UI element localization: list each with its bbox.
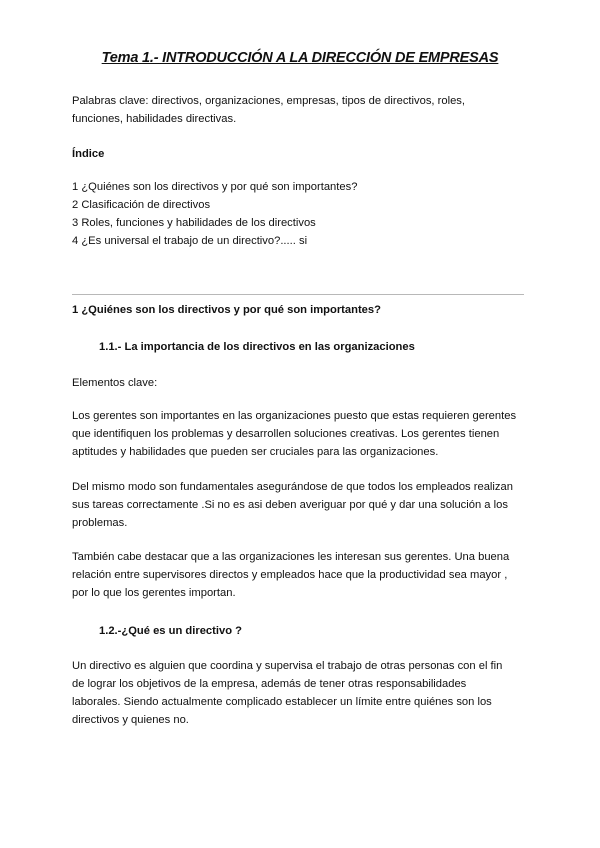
- paragraph-line: que identifiquen los problemas y desarrollen soluciones creativas. Los gerentes tienen: [72, 428, 500, 440]
- paragraph-line: Un directivo es alguien que coordina y supervisa el trabajo de otras personas con el fin: [72, 660, 503, 672]
- index-item: 2 Clasificación de directivos: [72, 199, 211, 211]
- paragraph-line: laborales. Siendo actualmente complicado establecer un límite entre quiénes son los: [72, 696, 492, 708]
- paragraph-line: sus tareas correctamente .Si no es asi deben averiguar por qué y dar una solución a los: [72, 499, 508, 511]
- paragraph-line: por lo que los gerentes importan.: [72, 587, 236, 599]
- paragraph-line: problemas.: [72, 517, 128, 529]
- keywords-paragraph: [72, 92, 542, 128]
- paragraph-4: [72, 657, 542, 729]
- subsection-1-1-heading: 1.1.- La importancia de los directivos en las organizaciones: [99, 341, 415, 353]
- index-item: 4 ¿Es universal el trabajo de un directivo?..... si: [72, 235, 308, 247]
- paragraph-line: de lograr los objetivos de la empresa, además de tener otras responsabilidades: [72, 678, 467, 690]
- paragraph-line: Del mismo modo son fundamentales asegurándose de que todos los empleados realizan: [72, 481, 513, 493]
- index-item: 1 ¿Quiénes son los directivos y por qué son importantes?: [72, 181, 358, 193]
- paragraph-2: [72, 478, 542, 532]
- index-heading: Índice: [72, 148, 105, 160]
- paragraph-line: relación entre supervisores directos y empleados hace que la productividad sea mayor ,: [72, 569, 508, 581]
- document-title: Tema 1.- INTRODUCCIÓN A LA DIRECCIÓN DE EMPRESAS: [101, 50, 499, 66]
- paragraph-1: [72, 407, 542, 461]
- keywords-line: funciones, habilidades directivas.: [72, 113, 237, 125]
- index-list: [72, 178, 542, 250]
- horizontal-divider: [72, 294, 524, 295]
- paragraph-line: directivos y quienes no.: [72, 714, 189, 726]
- index-item: 3 Roles, funciones y habilidades de los directivos: [72, 217, 316, 229]
- section-1-heading: 1 ¿Quiénes son los directivos y por qué son importantes?: [72, 304, 381, 316]
- subsection-1-2-heading: 1.2.-¿Qué es un directivo ?: [99, 625, 242, 637]
- elements-label: Elementos clave:: [72, 377, 158, 389]
- paragraph-line: aptitudes y habilidades que pueden ser cruciales para las organizaciones.: [72, 446, 439, 458]
- paragraph-line: Los gerentes son importantes en las organizaciones puesto que estas requieren gerentes: [72, 410, 517, 422]
- paragraph-3: [72, 548, 542, 602]
- paragraph-line: También cabe destacar que a las organizaciones les interesan sus gerentes. Una buena: [72, 551, 510, 563]
- keywords-line: Palabras clave: directivos, organizaciones, empresas, tipos de directivos, roles,: [72, 95, 465, 107]
